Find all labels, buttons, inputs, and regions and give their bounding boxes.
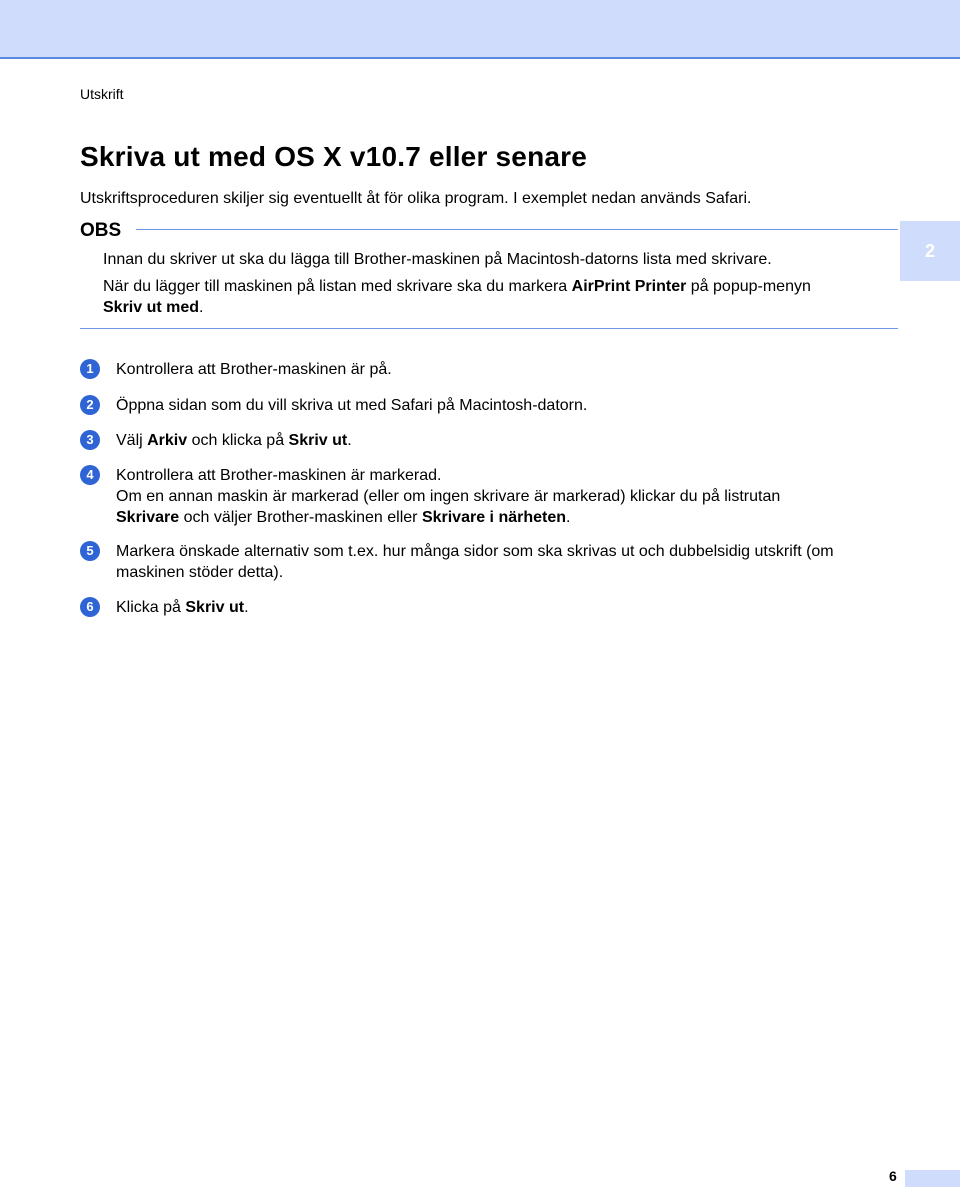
footer-band bbox=[905, 1170, 960, 1187]
intro-paragraph: Utskriftsproceduren skiljer sig eventuellt åt för olika program. I exemplet nedan används Safari. bbox=[80, 190, 752, 207]
note-line-2-text: När du lägger till maskinen på listan med skrivare ska du markera bbox=[103, 278, 572, 295]
step-number-icon: 4 bbox=[80, 465, 100, 485]
step-text-part: Välj bbox=[116, 432, 148, 449]
step-text-part: . bbox=[244, 599, 249, 616]
page-number: 6 bbox=[889, 1168, 897, 1184]
step-text bbox=[116, 541, 896, 583]
step-text-part: Klicka på bbox=[116, 599, 186, 616]
step-number-icon: 1 bbox=[80, 359, 100, 379]
menu-arkiv: Arkiv bbox=[147, 432, 188, 449]
note-heading: OBS bbox=[80, 220, 122, 241]
note-line-3-tail: . bbox=[199, 299, 204, 316]
step-text-part: . bbox=[566, 509, 571, 526]
note-line-2-tail: på popup-menyn bbox=[686, 278, 811, 295]
step-text: Öppna sidan som du vill skriva ut med Safari på Macintosh-datorn. bbox=[116, 397, 588, 414]
step-text-part: . bbox=[347, 432, 352, 449]
step-text: Kontrollera att Brother-maskinen är på. bbox=[116, 361, 392, 378]
step-5-line-1: Markera önskade alternativ som t.ex. hur många sidor som ska skrivas ut och dubbelsidig utskrift (om bbox=[116, 543, 834, 560]
note-skriv-ut-med: Skriv ut med bbox=[103, 299, 200, 316]
step-4-line-3 bbox=[116, 507, 896, 528]
step-number-icon: 2 bbox=[80, 395, 100, 415]
header-band bbox=[0, 0, 960, 58]
step-number-icon: 6 bbox=[80, 597, 100, 617]
note-bottom-rule bbox=[80, 328, 898, 329]
note-airprint-printer: AirPrint Printer bbox=[571, 278, 687, 295]
note-line-3 bbox=[103, 297, 893, 318]
step-text bbox=[116, 430, 896, 451]
step-5-line-2: maskinen stöder detta). bbox=[116, 564, 284, 581]
menu-skriv-ut: Skriv ut bbox=[288, 432, 348, 449]
header-rule bbox=[0, 57, 960, 59]
step-number-icon: 3 bbox=[80, 430, 100, 450]
step-4-line-2: Om en annan maskin är markerad (eller om ingen skrivare är markerad) klickar du på listrutan bbox=[116, 488, 781, 505]
note-line-1: Innan du skriver ut ska du lägga till Brother-maskinen på Macintosh-datorns lista med skrivare. bbox=[103, 251, 772, 268]
running-head: Utskrift bbox=[80, 86, 124, 102]
step-text bbox=[116, 597, 896, 618]
step-text bbox=[116, 465, 896, 528]
note-line-2 bbox=[103, 276, 893, 297]
note-top-rule bbox=[136, 229, 898, 230]
step-4-line-1: Kontrollera att Brother-maskinen är markerad. bbox=[116, 467, 442, 484]
step-number-icon: 5 bbox=[80, 541, 100, 561]
section-title: Skriva ut med OS X v10.7 eller senare bbox=[80, 141, 588, 172]
button-skriv-ut: Skriv ut bbox=[185, 599, 245, 616]
option-skrivare-i-narheten: Skrivare i närheten bbox=[421, 509, 567, 526]
step-text-part: och väljer Brother-maskinen eller bbox=[179, 509, 422, 526]
chapter-tab: 2 bbox=[900, 221, 960, 281]
list-skrivare: Skrivare bbox=[116, 509, 180, 526]
step-text-part: och klicka på bbox=[187, 432, 289, 449]
